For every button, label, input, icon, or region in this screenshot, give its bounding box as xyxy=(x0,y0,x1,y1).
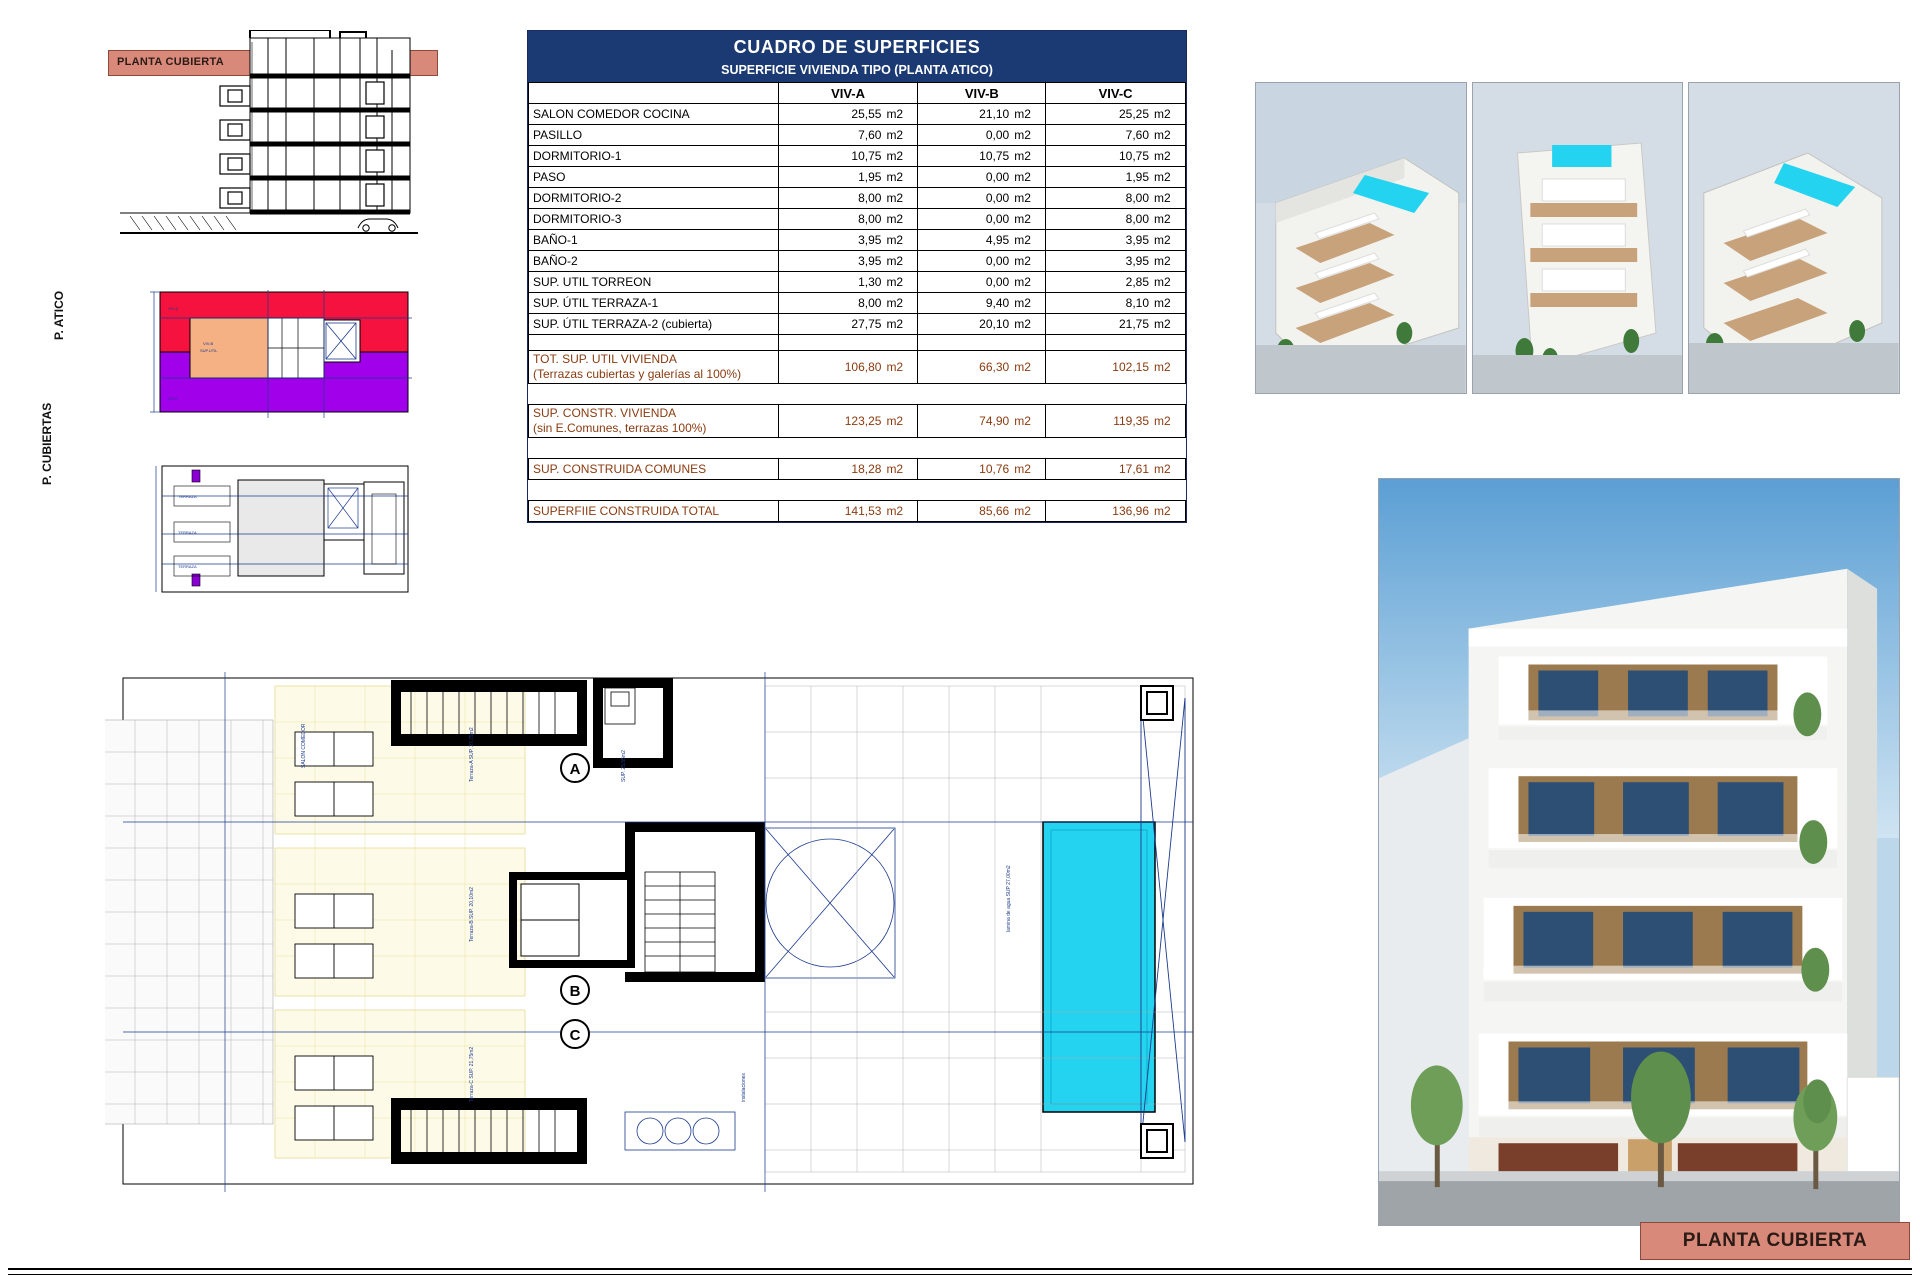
surfaces-table xyxy=(527,30,1187,523)
cell-viv-b: 4,95 m2 xyxy=(918,230,1046,251)
render-thumbnail xyxy=(1255,82,1467,394)
col-header-viv-c: VIV-C xyxy=(1046,83,1186,104)
cell-viv-a: 1,95 m2 xyxy=(778,167,918,188)
row-label: SUP. UTIL TORREON xyxy=(529,272,779,293)
svg-text:Terraza-C SUP. 21,75m2: Terraza-C SUP. 21,75m2 xyxy=(469,1046,475,1102)
svg-text:Terraza-A SUP. 27,75m2: Terraza-A SUP. 27,75m2 xyxy=(469,727,475,782)
svg-text:lamina de agua SUP 27,00m2: lamina de agua SUP 27,00m2 xyxy=(1006,865,1012,932)
planta-atico-diagram xyxy=(52,290,430,430)
total-label xyxy=(529,351,779,384)
total-viv-c: 102,15 m2 xyxy=(1046,351,1186,384)
svg-text:instalaciones: instalaciones xyxy=(741,1073,747,1102)
table-row xyxy=(529,167,1186,188)
svg-text:SUP. 25,55m2: SUP. 25,55m2 xyxy=(621,750,627,782)
svg-text:B: B xyxy=(569,983,581,1000)
cell-viv-a: 27,75 m2 xyxy=(778,314,918,335)
surfaces-table-body xyxy=(529,104,1186,522)
table-row xyxy=(529,188,1186,209)
cell-viv-c: 1,95 m2 xyxy=(1046,167,1186,188)
planta-cubiertas-label: P. CUBIERTAS xyxy=(40,402,54,485)
table-row xyxy=(529,125,1186,146)
cell-viv-b: 0,00 m2 xyxy=(918,251,1046,272)
planta-cubierta-label-top-text: PLANTA CUBIERTA xyxy=(117,56,224,68)
row-label: DORMITORIO-3 xyxy=(529,209,779,230)
svg-text:TERRAZA: TERRAZA xyxy=(178,530,197,535)
main-floor-plan xyxy=(105,672,1215,1202)
total-viv-c: 136,96 m2 xyxy=(1046,501,1186,522)
total-label-line1: SUPERFIIE CONSTRUIDA TOTAL xyxy=(533,503,720,518)
table-row xyxy=(529,272,1186,293)
table-row xyxy=(529,104,1186,125)
total-label-line1: SUP. CONSTRUIDA COMUNES xyxy=(533,461,707,476)
main-floor-plan-svg xyxy=(105,672,1215,1202)
total-label xyxy=(529,459,779,480)
row-label: PASILLO xyxy=(529,125,779,146)
surfaces-table-title: CUADRO DE SUPERFICIES xyxy=(733,37,981,57)
cell-viv-b: 0,00 m2 xyxy=(918,209,1046,230)
cell-viv-c: 8,00 m2 xyxy=(1046,188,1186,209)
col-header-name xyxy=(529,83,779,104)
cell-viv-c: 3,95 m2 xyxy=(1046,230,1186,251)
cell-viv-b: 0,00 m2 xyxy=(918,167,1046,188)
cell-viv-a: 25,55 m2 xyxy=(778,104,918,125)
cell-viv-c: 8,10 m2 xyxy=(1046,293,1186,314)
planta-cubiertas-svg xyxy=(148,460,418,600)
cell-viv-c: 25,25 m2 xyxy=(1046,104,1186,125)
table-gap-row xyxy=(529,384,1186,405)
table-gap-row xyxy=(529,438,1186,459)
total-viv-b: 74,90 m2 xyxy=(918,405,1046,438)
cell-viv-a: 3,95 m2 xyxy=(778,251,918,272)
cell-viv-b: 0,00 m2 xyxy=(918,188,1046,209)
table-row xyxy=(529,230,1186,251)
total-label-line2: (Terrazas cubiertas y galerías al 100%) xyxy=(533,367,742,381)
svg-text:VIV-C: VIV-C xyxy=(168,396,179,401)
cell-viv-a: 1,30 m2 xyxy=(778,272,918,293)
total-viv-a: 106,80 m2 xyxy=(778,351,918,384)
total-label-line2: (sin E.Comunes, terrazas 100%) xyxy=(533,421,707,435)
cell-viv-b: 0,00 m2 xyxy=(918,272,1046,293)
svg-text:VIV-B: VIV-B xyxy=(203,341,214,346)
cell-viv-b: 0,00 m2 xyxy=(918,125,1046,146)
table-total-row xyxy=(529,351,1186,384)
total-viv-c: 17,61 m2 xyxy=(1046,459,1186,480)
planta-cubierta-label-bottom-text: PLANTA CUBIERTA xyxy=(1682,1230,1868,1251)
table-total-row xyxy=(529,405,1186,438)
surfaces-table-header xyxy=(528,31,1186,82)
table-row xyxy=(529,251,1186,272)
surfaces-table-grid xyxy=(528,82,1186,522)
row-label: SUP. ÚTIL TERRAZA-1 xyxy=(529,293,779,314)
table-row xyxy=(529,314,1186,335)
cell-viv-a: 7,60 m2 xyxy=(778,125,918,146)
table-gap-row xyxy=(529,480,1186,501)
cell-viv-a: 10,75 m2 xyxy=(778,146,918,167)
cell-viv-b: 20,10 m2 xyxy=(918,314,1046,335)
svg-text:A: A xyxy=(569,761,581,778)
svg-text:TERRAZA: TERRAZA xyxy=(178,494,197,499)
svg-text:SALON COMEDOR: SALON COMEDOR xyxy=(301,723,307,768)
svg-text:VIV-A: VIV-A xyxy=(168,306,179,311)
elevation-section-drawing xyxy=(100,30,430,245)
cell-viv-a: 8,00 m2 xyxy=(778,209,918,230)
row-label: SALON COMEDOR COCINA xyxy=(529,104,779,125)
elevation-svg xyxy=(100,30,430,245)
total-label xyxy=(529,405,779,438)
total-viv-c: 119,35 m2 xyxy=(1046,405,1186,438)
col-header-viv-a: VIV-A xyxy=(778,83,918,104)
total-viv-a: 18,28 m2 xyxy=(778,459,918,480)
svg-text:Terraza-B SUP. 20,10m2: Terraza-B SUP. 20,10m2 xyxy=(469,887,475,942)
total-viv-b: 10,76 m2 xyxy=(918,459,1046,480)
cell-viv-b: 21,10 m2 xyxy=(918,104,1046,125)
cell-viv-b: 9,40 m2 xyxy=(918,293,1046,314)
table-row xyxy=(529,209,1186,230)
cell-viv-b: 10,75 m2 xyxy=(918,146,1046,167)
cell-viv-c: 8,00 m2 xyxy=(1046,209,1186,230)
total-viv-a: 123,25 m2 xyxy=(778,405,918,438)
table-total-row xyxy=(529,459,1186,480)
planta-atico-svg xyxy=(148,290,418,425)
cell-viv-c: 10,75 m2 xyxy=(1046,146,1186,167)
cell-viv-a: 3,95 m2 xyxy=(778,230,918,251)
svg-text:SUP.UTIL: SUP.UTIL xyxy=(200,348,218,353)
total-label-line1: SUP. CONSTR. VIVIENDA xyxy=(533,406,677,420)
cell-viv-a: 8,00 m2 xyxy=(778,188,918,209)
planta-cubiertas-diagram xyxy=(40,402,430,610)
table-total-row xyxy=(529,501,1186,522)
total-viv-b: 85,66 m2 xyxy=(918,501,1046,522)
sheet-border-rule xyxy=(8,1268,1912,1270)
cell-viv-c: 7,60 m2 xyxy=(1046,125,1186,146)
table-spacer-row xyxy=(529,335,1186,351)
row-label: PASO xyxy=(529,167,779,188)
sheet-border-rule-secondary xyxy=(8,1274,1912,1275)
render-thumbnail-strip xyxy=(1255,82,1900,394)
total-label xyxy=(529,501,779,522)
row-label: BAÑO-2 xyxy=(529,251,779,272)
render-thumbnail xyxy=(1688,82,1900,394)
svg-text:TERRAZA: TERRAZA xyxy=(178,564,197,569)
cell-viv-c: 3,95 m2 xyxy=(1046,251,1186,272)
svg-text:C: C xyxy=(569,1027,581,1044)
cell-viv-a: 8,00 m2 xyxy=(778,293,918,314)
total-viv-b: 66,30 m2 xyxy=(918,351,1046,384)
planta-atico-label: P. ATICO xyxy=(52,290,66,340)
row-label: DORMITORIO-1 xyxy=(529,146,779,167)
table-row xyxy=(529,293,1186,314)
cell-viv-c: 21,75 m2 xyxy=(1046,314,1186,335)
table-header-row xyxy=(529,83,1186,104)
surfaces-table-subtitle: SUPERFICIE VIVIENDA TIPO (PLANTA ATICO) xyxy=(721,63,993,77)
row-label: SUP. ÚTIL TERRAZA-2 (cubierta) xyxy=(529,314,779,335)
planta-cubierta-label-bottom xyxy=(1640,1222,1910,1260)
cell-viv-c: 2,85 m2 xyxy=(1046,272,1186,293)
table-row xyxy=(529,146,1186,167)
total-label-line1: TOT. SUP. UTIL VIVIENDA xyxy=(533,352,677,366)
facade-render xyxy=(1378,478,1900,1226)
row-label: DORMITORIO-2 xyxy=(529,188,779,209)
col-header-viv-b: VIV-B xyxy=(918,83,1046,104)
row-label: BAÑO-1 xyxy=(529,230,779,251)
total-viv-a: 141,53 m2 xyxy=(778,501,918,522)
render-thumbnail xyxy=(1472,82,1684,394)
